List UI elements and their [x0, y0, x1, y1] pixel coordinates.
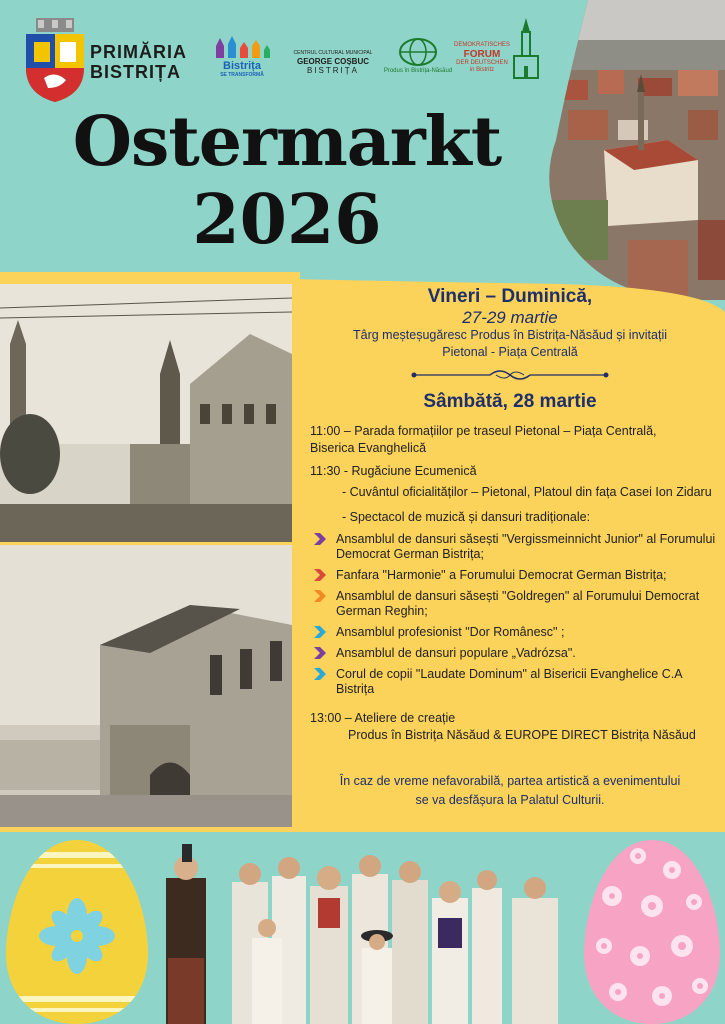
primaria-line2: BISTRIȚA: [90, 62, 181, 82]
easter-egg-pink-icon: [582, 836, 722, 1024]
ensemble-item-text: Ansamblul profesionist "Dor Românesc" ;: [336, 625, 565, 639]
chevron-bullet-icon: [314, 590, 328, 602]
ensemble-item-text: Fanfara "Harmonie" a Forumului Democrat German Bistrița;: [336, 568, 667, 582]
ensemble-item: [300, 646, 720, 661]
logo-strip: [22, 14, 562, 104]
forum-line3: DER DEUTSCHEN: [456, 60, 508, 66]
chevron-bullet-icon: [314, 569, 328, 581]
sched-1100-cont: Biserica Evanghelică: [310, 441, 427, 455]
sched-show: - Spectacol de muzică și dansuri tradiționale:: [342, 510, 591, 524]
weather-line-1: În caz de vreme nefavorabilă, partea artistică a evenimentului: [339, 774, 681, 788]
workshops: [300, 710, 720, 744]
forum-logo: [452, 42, 512, 74]
chevron-bullet-icon: [314, 668, 328, 680]
forum-line1: DEMOKRATISCHES: [454, 42, 510, 48]
produs-bn-logo: [382, 36, 454, 75]
chevron-bullet-icon: [314, 533, 328, 545]
bistrita-crest-icon: [24, 18, 86, 102]
friday-dates: 27-29 martie: [462, 308, 558, 327]
primaria-logo-text: [90, 42, 187, 82]
church-tower-icon: [512, 18, 540, 80]
event-title: Ostermarkt: [72, 102, 502, 182]
bistrita-logo-sub: SE TRANSFORMĂ: [220, 72, 264, 78]
ensemble-item-text: Ansamblul de dansuri săsești "Goldregen" al Forumului Democrat German Reghin;: [336, 589, 700, 618]
weather-line-2: se va desfășura la Palatul Culturii.: [415, 793, 605, 807]
forum-line4: in Bistritz: [469, 67, 495, 73]
sched-officials: - Cuvântul oficialităților – Pietonal, Platoul din fața Casei Ion Zidaru: [342, 485, 712, 499]
chevron-bullet-icon: [314, 647, 328, 659]
sched-1300-sub: Produs în Bistrița Năsăud & EUROPE DIRECT Bistrița Năsăud: [348, 728, 696, 742]
produs-logo-text: Produs în Bistrița-Năsăud: [383, 68, 453, 74]
ensemble-item: [300, 667, 720, 697]
sched-1300: 13:00 – Ateliere de creație: [310, 711, 456, 725]
historic-street-photo-1: [0, 284, 292, 542]
centrul-cultural-logo: [290, 50, 376, 75]
saturday-heading: Sâmbătă, 28 martie: [423, 391, 597, 412]
bistrita-towers-icon: [212, 36, 272, 58]
bistrita-logo-word: Bistrița: [223, 60, 261, 72]
cosbuc-line2: GEORGE COȘBUC: [296, 57, 369, 66]
ornament-divider-icon: [410, 367, 610, 383]
ensemble-item: [300, 568, 720, 583]
ensemble-item-text: Ansamblul de dansuri populare „Vadrózsa".: [336, 646, 576, 660]
cosbuc-line1: CENTRUL CULTURAL MUNICIPAL: [293, 50, 373, 56]
ensemble-list: [300, 532, 720, 697]
city-aerial-photo: [548, 0, 725, 300]
ensemble-item: [300, 532, 720, 562]
ensemble-item-text: Corul de copii "Laudate Dominum" al Bisericii Evanghelice C.A Bistrița: [336, 667, 682, 696]
event-year: 2026: [192, 180, 382, 260]
bistrita-se-transforma-logo: [212, 36, 272, 78]
cosbuc-line3: BISTRIȚA: [306, 66, 359, 75]
friday-heading: Vineri – Duminică,: [427, 286, 593, 307]
forum-line2: FORUM: [463, 49, 501, 60]
program-text: [300, 286, 720, 697]
globe-icon: [397, 36, 439, 66]
sched-1100: 11:00 – Parada formațiilor pe traseul Pietonal – Piața Centrală,: [310, 424, 657, 438]
friday-desc-2: Pietonal - Piața Centrală: [442, 345, 578, 359]
ensemble-item: [300, 625, 720, 640]
primaria-line1: PRIMĂRIA: [90, 42, 187, 62]
weather-note: [300, 772, 720, 810]
sched-1130: 11:30 - Rugăciune Ecumenică: [310, 464, 477, 478]
ensemble-item: [300, 589, 720, 619]
friday-desc-1: Târg meșteșugăresc Produs în Bistrița-Năsăud și invitații: [352, 328, 667, 342]
easter-egg-yellow-icon: [4, 836, 150, 1024]
folk-costume-group-photo: [162, 838, 562, 1024]
ensemble-item-text: Ansamblul de dansuri săsești "Vergissmeinnicht Junior" al Forumului Democrat German Bistrița;: [336, 532, 716, 561]
chevron-bullet-icon: [314, 626, 328, 638]
historic-street-photo-2: [0, 545, 292, 827]
